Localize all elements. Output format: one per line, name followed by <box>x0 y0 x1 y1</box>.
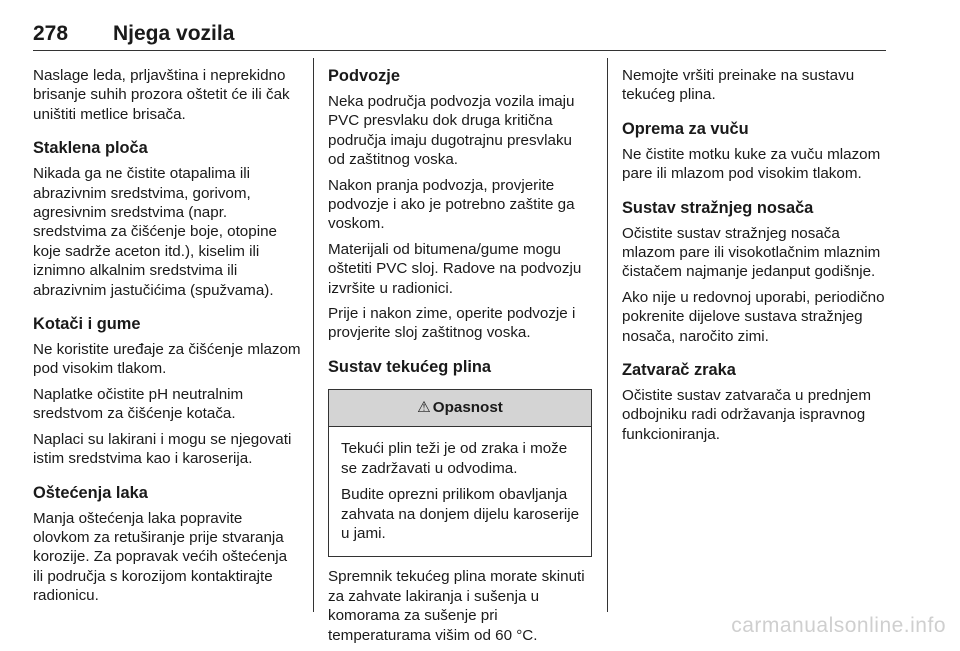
section-heading-lpg-system: Sustav tekućeg plina <box>328 357 492 376</box>
warning-header <box>329 390 591 427</box>
section-heading-glass: Staklena ploča <box>33 139 148 158</box>
paragraph: Očistite sustav stražnjeg nosača mlazom pare ili visokotlačnim mlaznim čistačem najmanje jedanput godišnje. <box>622 224 881 281</box>
paragraph: Naplaci su lakirani i mogu se njegovati istim sredstvima kao i karoserija. <box>33 430 292 468</box>
paragraph: Ako nije u redovnoj uporabi, periodično pokrenite dijelove sustava stražnjeg nosača, naročito zimi. <box>622 288 885 345</box>
warning-text: Budite oprezni prilikom obavljanja zahvata na donjem dijelu karoserije u jami. <box>341 486 580 542</box>
paragraph: Nikada ga ne čistite otapalima ili abrazivnim sredstvima, gorivom, agresivnim sredstvima (napr. sredstvima za čišćenje boje, otopine koje sadrže aceton itd.), kiselim ili iznimno alkalnim sredstvima ili abrazivnim jastučićima (spužvama). <box>33 165 277 299</box>
column-3 <box>622 66 888 450</box>
paragraph: Ne koristite uređaje za čišćenje mlazom pod visokim tlakom. <box>33 341 301 378</box>
paragraph: Naplatke očistite pH neutralnim sredstvom za čišćenje kotača. <box>33 385 244 423</box>
warning-text: Tekući plin teži je od zraka i može se zadržavati u odvodima. <box>341 440 568 477</box>
page-number: 278 <box>33 22 69 45</box>
column-2 <box>328 66 592 651</box>
watermark: carmanualsonline.info <box>731 614 946 637</box>
section-heading-rear-carrier: Sustav stražnjeg nosača <box>622 198 814 217</box>
chapter-title: Njega vozila <box>113 22 235 45</box>
section-heading-wheels: Kotači i gume <box>33 315 141 334</box>
paragraph: Nakon pranja podvozja, provjerite podvozje i ako je potrebno zaštite ga voskom. <box>328 176 575 233</box>
intro-paragraph: Nemojte vršiti preinake na sustavu tekućeg plina. <box>622 67 855 104</box>
column-1 <box>33 66 301 612</box>
section-heading-towing: Oprema za vuču <box>622 119 749 138</box>
section-heading-air-shutter: Zatvarač zraka <box>622 361 736 380</box>
page-header <box>33 18 886 51</box>
paragraph: Očistite sustav zatvarača u prednjem odbojniku radi održavanja ispravnog funkcioniranja. <box>622 387 872 443</box>
paragraph: Neka područja podvozja vozila imaju PVC presvlaku dok druga kritična područja imaju dugotrajnu presvlaku od zaštitnog voska. <box>328 93 575 169</box>
paragraph: Materijali od bitumena/gume mogu oštetiti PVC sloj. Radove na podvozju izvršite u radionici. <box>328 240 582 297</box>
paragraph: Prije i nakon zime, operite podvozje i provjerite sloj zaštitnog voska. <box>328 305 576 342</box>
section-heading-paint-damage: Oštećenja laka <box>33 483 148 502</box>
paragraph: Manja oštećenja laka popravite olovkom za retuširanje prije stvaranja korozije. Za popravak većih oštećenja ili područja s korozijom kontaktirajte radionicu. <box>33 509 288 605</box>
danger-warning-box <box>328 389 592 557</box>
warning-body <box>329 427 591 556</box>
section-heading-underbody: Podvozje <box>328 67 400 85</box>
intro-paragraph: Naslage leda, prljavština i neprekidno brisanje suhih prozora oštetit će ili čak uništiti metlice brisača. <box>33 67 290 123</box>
warning-title: Opasnost <box>432 398 503 416</box>
paragraph: Spremnik tekućeg plina morate skinuti za zahvate lakiranja i sušenja u komorama za sušenje pri temperaturama višim od 60 °C. <box>328 568 585 644</box>
warning-triangle-icon: ⚠ <box>417 398 431 416</box>
column-divider <box>607 58 608 612</box>
paragraph: Ne čistite motku kuke za vuču mlazom pare ili mlazom pod visokim tlakom. <box>622 145 881 183</box>
column-divider <box>313 58 314 612</box>
